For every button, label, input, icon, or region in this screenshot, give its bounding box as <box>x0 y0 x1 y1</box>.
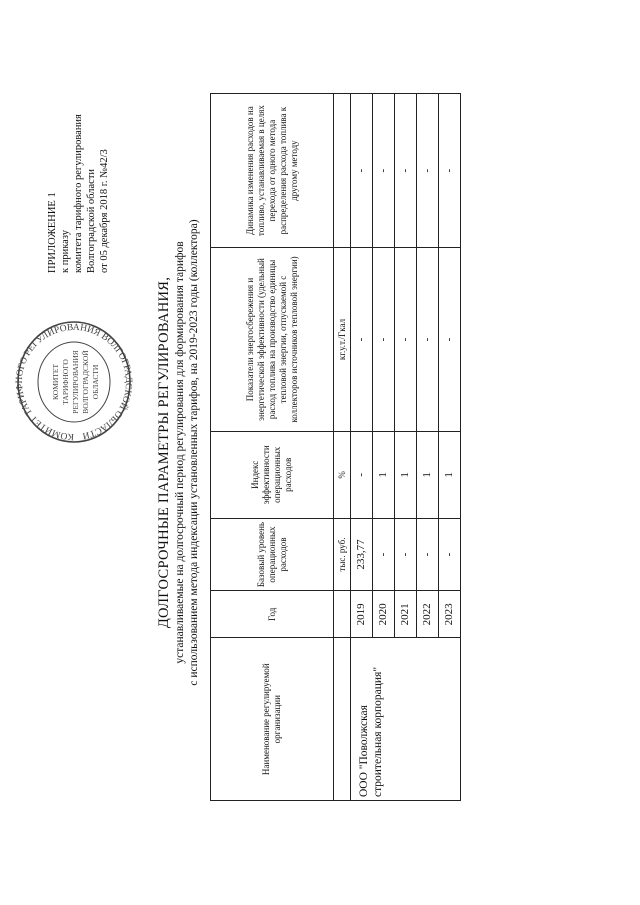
unit-base: тыс. руб. <box>334 518 351 590</box>
cell-index: - <box>351 431 373 518</box>
cell-fuel: - <box>395 94 417 248</box>
cell-index: 1 <box>439 431 461 518</box>
cell-index: 1 <box>417 431 439 518</box>
table-header-row <box>211 94 334 801</box>
cell-base: - <box>373 518 395 590</box>
header-org: Наименование регулируемой организации <box>211 638 334 801</box>
cell-energy: - <box>395 248 417 432</box>
appendix-line-1: ПРИЛОЖЕНИЕ 1 <box>47 192 58 273</box>
appendix-line-3: комитета тарифного регулирования <box>73 114 84 273</box>
cell-base: - <box>417 518 439 590</box>
header-index: Индекс эффективности операционных расходов <box>211 431 334 518</box>
appendix-line-4: Волгоградской области <box>86 168 97 273</box>
cell-fuel: - <box>417 94 439 248</box>
cell-fuel: - <box>373 94 395 248</box>
cell-energy: - <box>417 248 439 432</box>
cell-fuel: - <box>439 94 461 248</box>
cell-energy: - <box>373 248 395 432</box>
unit-index: % <box>334 431 351 518</box>
unit-empty <box>334 591 351 638</box>
svg-text:КОМИТЕТ: КОМИТЕТ <box>51 363 60 401</box>
svg-text:КОМИТЕТ ТАРИФНОГО РЕГУЛИРОВАНИ: КОМИТЕТ ТАРИФНОГО РЕГУЛИРОВАНИЯ ВОЛГОГРАДСКОЙ ОБЛАСТИ <box>14 322 134 442</box>
header-year: Год <box>211 591 334 638</box>
svg-text:ОБЛАСТИ: ОБЛАСТИ <box>91 364 100 400</box>
org-name: ООО "Поволжская строительная корпорация" <box>351 638 461 801</box>
cell-base: - <box>439 518 461 590</box>
cell-year: 2022 <box>417 591 439 638</box>
cell-index: 1 <box>395 431 417 518</box>
parameters-table <box>210 93 461 801</box>
unit-energy: кг.у.т./Гкал <box>334 248 351 432</box>
document-subtitle-2: с использованием метода индексации установленных тарифов, на 2019-2023 годы (коллектора) <box>188 219 200 686</box>
header-fuel: Динамика изменения расходов на топливо, устанавливаемая в целях перехода от одного метода распределения расхода топлива к другому методу <box>211 94 334 248</box>
header-base: Базовый уровень операционных расходов <box>211 518 334 590</box>
cell-year: 2023 <box>439 591 461 638</box>
cell-year: 2021 <box>395 591 417 638</box>
appendix-line-5: от 05 декабря 2018 г. №42/3 <box>99 149 110 273</box>
cell-base: - <box>395 518 417 590</box>
cell-energy: - <box>439 248 461 432</box>
header-energy: Показатели энергосбережения и энергетической эффективности (удельный расход топлива на производство единицы тепловой энергии, отпускаемой с коллекторов источников тепловой энергии) <box>211 248 334 432</box>
svg-text:ВОЛГОГРАДСКОЙ: ВОЛГОГРАДСКОЙ <box>81 350 90 414</box>
document-subtitle-1: устанавливаемые на долгосрочный период регулирования для формирования тарифов <box>174 241 186 664</box>
cell-energy: - <box>351 248 373 432</box>
table-row <box>351 94 373 801</box>
appendix-block <box>46 33 111 273</box>
cell-year: 2020 <box>373 591 395 638</box>
svg-text:ТАРИФНОГО: ТАРИФНОГО <box>61 359 70 405</box>
cell-fuel: - <box>351 94 373 248</box>
unit-empty <box>334 94 351 248</box>
document-title: ДОЛГОСРОЧНЫЕ ПАРАМЕТРЫ РЕГУЛИРОВАНИЯ, <box>156 276 172 629</box>
units-row <box>334 94 351 801</box>
cell-year: 2019 <box>351 591 373 638</box>
svg-text:РЕГУЛИРОВАНИЯ: РЕГУЛИРОВАНИЯ <box>71 350 80 414</box>
cell-base: 233,77 <box>351 518 373 590</box>
appendix-line-2: к приказу <box>60 230 71 273</box>
cell-index: 1 <box>373 431 395 518</box>
unit-empty <box>334 638 351 801</box>
official-seal <box>14 307 134 457</box>
